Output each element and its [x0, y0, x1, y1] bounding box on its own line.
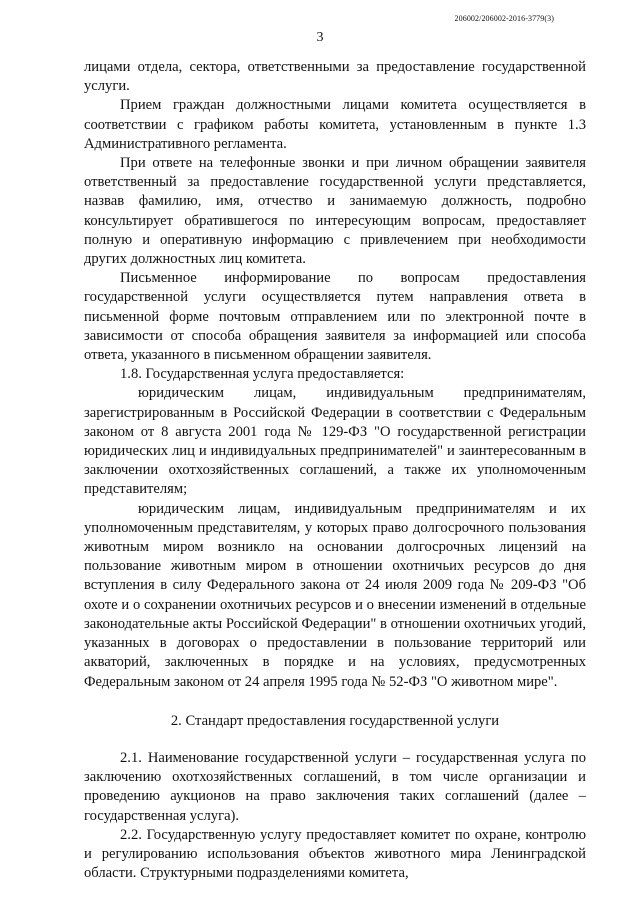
- section-heading: 2. Стандарт предоставления государственной услуги: [170, 712, 500, 729]
- paragraph-reception: Прием граждан должностными лицами комитета осуществляется в соответствии с графиком работы комитета, установленным в пункте 1.3 Административного регламента.: [84, 97, 586, 152]
- paragraph-2-1: 2.1. Наименование государственной услуги – государственная услуга по заключению охотхозяйственных соглашений, в том числе организации и проведению аукционов на право заключения таких соглашений (далее – государственная услуга).: [84, 749, 586, 824]
- paragraph-continuation: лицами отдела, сектора, ответственными за предоставление государственной услуги.: [84, 59, 586, 95]
- paragraph-phone-inquiries: При ответе на телефонные звонки и при личном обращении заявителя ответственный за предоставление государственной услуги представляется, назвав фамилию, имя, отчество и занимаемую должность, подробно консультирует обратившегося по интересующим вопросам, предоставляет полную и оперативную информацию с привлечением при необходимости других должностных лиц комитета.: [84, 155, 586, 268]
- paragraph-written-info: Письменное информирование по вопросам предоставления государственной услуги осуществляется путем направления ответа в письменной форме почтовым отправлением или по электронной почте в зависимости от способа обращения заявителя за информацией или способа ответа, указанного в письменном обращении заявителя.: [84, 270, 586, 364]
- page-number: 3: [316, 30, 324, 45]
- list-item-legal-entities: юридическим лицам, индивидуальным предпринимателям, зарегистрированным в Российской Федерации в соответствии с Федеральным законом от 8 августа 2001 года № 129-ФЗ "О государственной регистрации юридических лиц и индивидуальных предпринимателей" и заинтересованным в заключении охотхозяйственных соглашений, а также их уполномоченным представителям;: [84, 385, 586, 498]
- paragraph-2-2: 2.2. Государственную услугу предоставляет комитет по охране, контролю и регулированию использования объектов животного мира Ленинградской области. Структурными подразделениями комитета,: [84, 826, 586, 882]
- document-body: [84, 58, 586, 883]
- paragraph-1-8: 1.8. Государственная услуга предоставляется:: [120, 366, 405, 383]
- list-item-license-holders: юридическим лицам, индивидуальным предпринимателям и их уполномоченным представителям, у которых право долгосрочного пользования животным миром возникло на основании долгосрочных лицензий на пользование животным миром в отношении охотничьих ресурсов до дня вступления в силу Федерального закона от 24 июля 2009 года № 209-ФЗ "Об охоте и о сохранении охотничьих ресурсов и о внесении изменений в отдельные законодательные акты Российской Федерации" в отношении охотничьих угодий, указанных в договорах о предоставлении в пользование территорий или акваторий, заключенных в порядке и на условиях, предусмотренных Федеральным законом от 24 апреля 1995 года № 52-ФЗ "О животном мире".: [84, 500, 586, 690]
- document-number: 206002/206002-2016-3779(3): [454, 14, 554, 23]
